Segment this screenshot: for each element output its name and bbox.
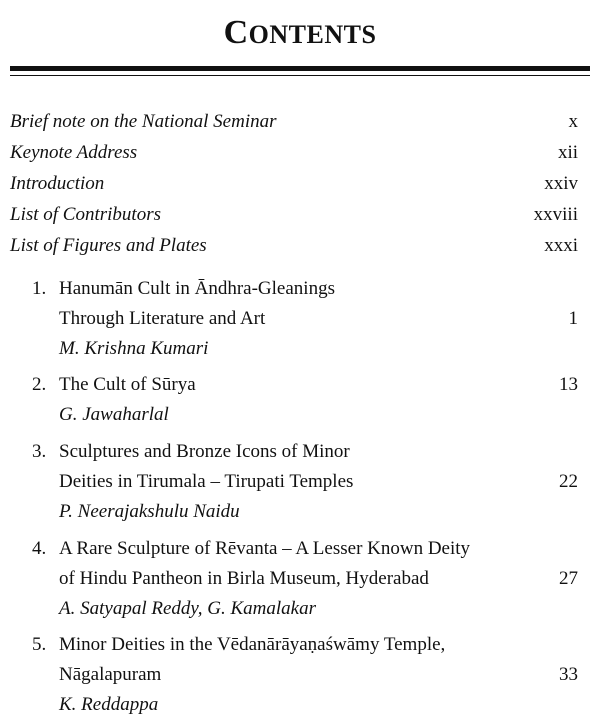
front-matter-item xyxy=(10,168,578,199)
page-number: 13 xyxy=(559,374,578,395)
title-initial: C xyxy=(223,14,249,51)
chapter-number: 2. xyxy=(32,374,47,395)
chapter-author: G. Jawaharlal xyxy=(59,404,169,425)
front-matter-item xyxy=(10,199,578,230)
page-number: xii xyxy=(557,142,578,163)
chapter-author: P. Neerajakshulu Naidu xyxy=(59,501,240,522)
page-number: xxviii xyxy=(533,204,578,225)
front-matter-list xyxy=(10,106,578,261)
chapter-title-line: Hanumān Cult in Āndhra-Gleanings xyxy=(59,278,335,299)
title-rule-thin xyxy=(10,75,590,76)
chapter-number: 5. xyxy=(32,634,47,655)
page-number: 22 xyxy=(559,471,578,492)
chapter-title-line: The Cult of Sūrya xyxy=(59,374,196,395)
front-matter-item xyxy=(10,106,578,137)
chapter-title-line: Minor Deities in the Vēdanārāyaṇaśwāmy Temple, xyxy=(59,634,446,655)
front-matter-title: Brief note on the National Seminar xyxy=(10,111,277,132)
chapter-title-line: Deities in Tirumala – Tirupati Temples xyxy=(59,471,354,492)
chapter-author: M. Krishna Kumari xyxy=(59,338,209,359)
page-number: 33 xyxy=(559,664,578,685)
title-rule-thick xyxy=(10,66,590,71)
chapter-number: 4. xyxy=(32,538,47,559)
front-matter-item xyxy=(10,137,578,168)
chapter-title-line: Sculptures and Bronze Icons of Minor xyxy=(59,441,350,462)
page-number: x xyxy=(568,111,578,132)
page-number: xxiv xyxy=(544,173,578,194)
front-matter-title: Introduction xyxy=(10,173,105,194)
chapter-title-line: Nāgalapuram xyxy=(59,664,162,685)
page-number: 1 xyxy=(568,308,578,329)
front-matter-title: List of Figures and Plates xyxy=(10,235,207,256)
chapter-title-line: Through Literature and Art xyxy=(59,308,266,329)
front-matter-title: Keynote Address xyxy=(10,142,138,163)
chapter-author: K. Reddappa xyxy=(59,694,159,715)
chapter-number: 1. xyxy=(32,278,47,299)
chapter-title-line: A Rare Sculpture of Rēvanta – A Lesser Known Deity xyxy=(59,538,471,559)
title-small-caps: ONTENTS xyxy=(248,20,377,49)
front-matter-item xyxy=(10,230,578,261)
chapter-title-line: of Hindu Pantheon in Birla Museum, Hyderabad xyxy=(59,568,429,589)
page-number: 27 xyxy=(559,568,578,589)
page-title xyxy=(0,14,600,52)
front-matter-title: List of Contributors xyxy=(10,204,161,225)
chapter-number: 3. xyxy=(32,441,47,462)
chapter-author: A. Satyapal Reddy, G. Kamalakar xyxy=(59,598,316,619)
page-number: xxxi xyxy=(544,235,578,256)
